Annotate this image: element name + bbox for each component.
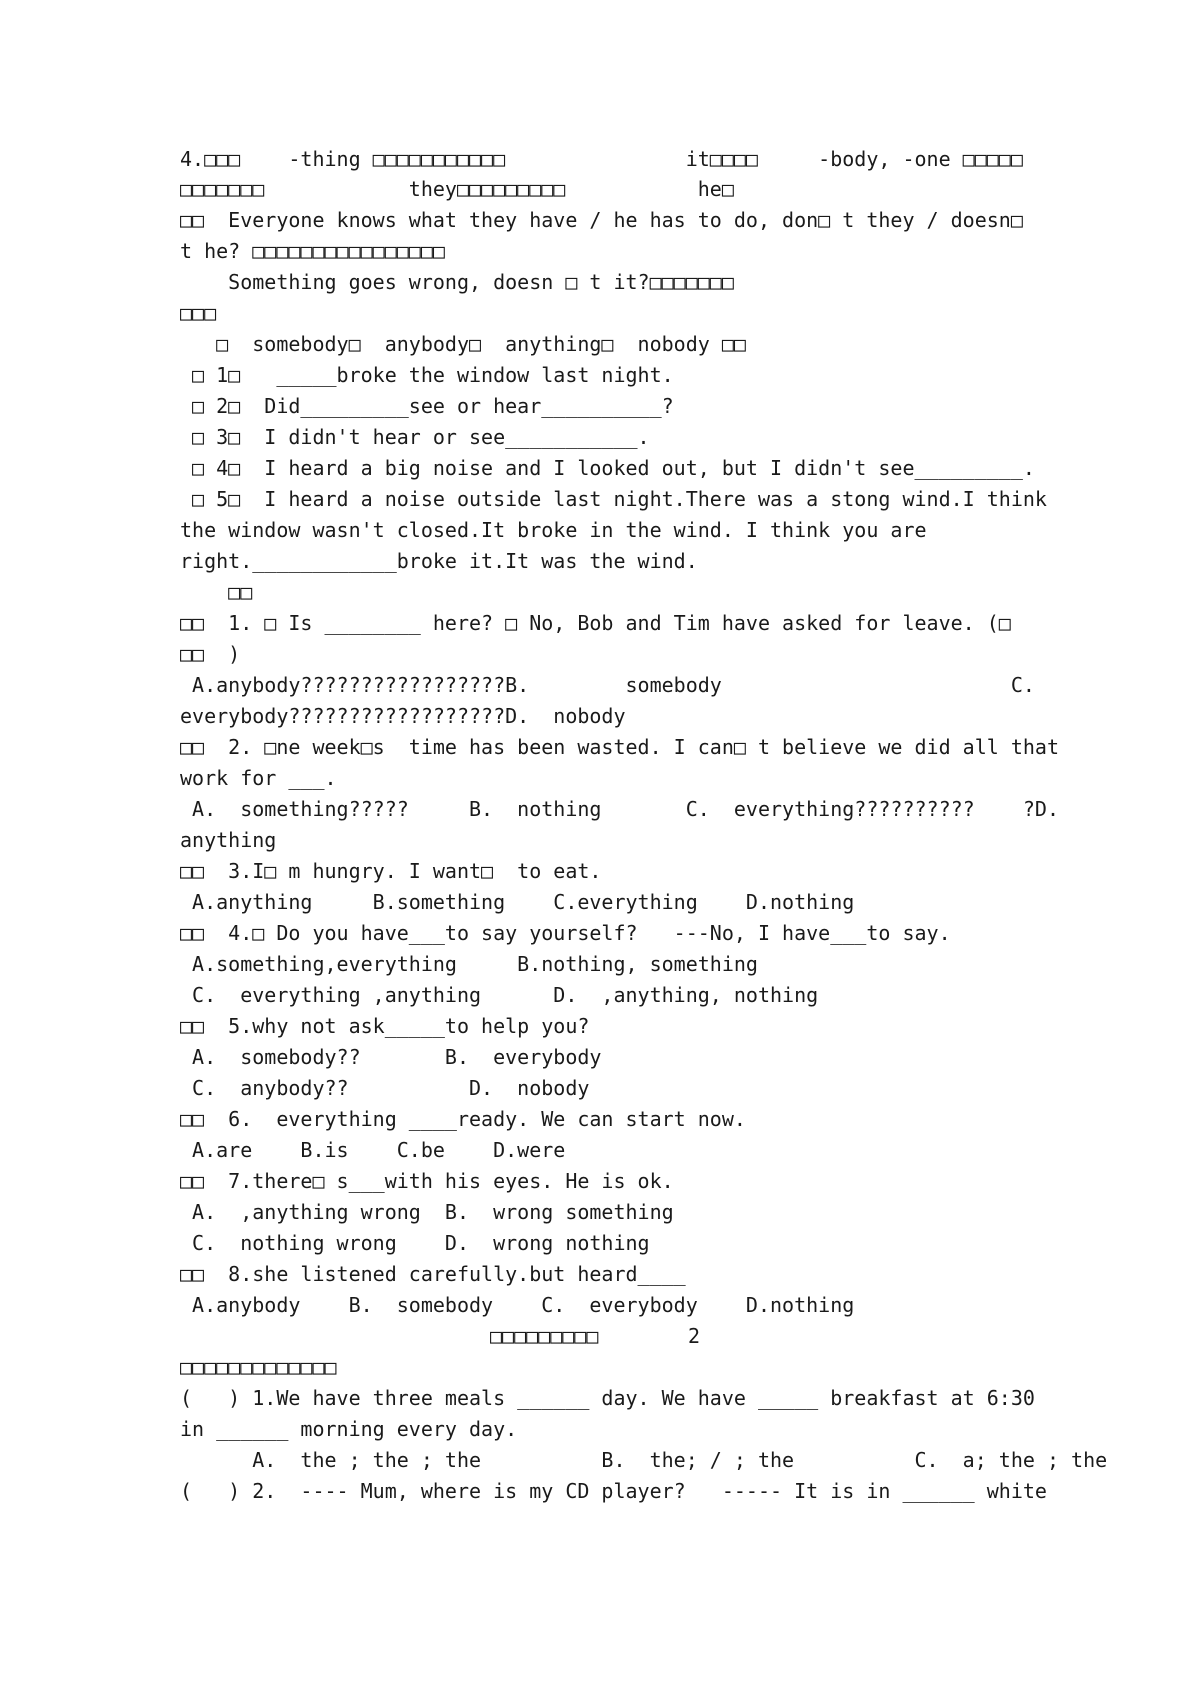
- text-line: □ 3□ I didn't hear or see___________.: [180, 425, 650, 449]
- text-line: □ 5□ I heard a noise outside last night.There was a stong wind.I think: [180, 487, 1047, 511]
- text-line: A. ,anything wrong B. wrong something: [180, 1200, 674, 1224]
- text-line: C. everything ,anything D. ,anything, nothing: [180, 983, 819, 1007]
- text-line: □□ 3.I□ m hungry. I want□ to eat.: [180, 859, 602, 883]
- text-line: t he? □□□□□□□□□□□□□□□□: [180, 239, 445, 263]
- text-line: C. nothing wrong D. wrong nothing: [180, 1231, 650, 1255]
- text-line: A.something,everything B.nothing, something: [180, 952, 758, 976]
- text-line: A.are B.is C.be D.were: [180, 1138, 566, 1162]
- text-line: □□ 1. □ Is ________ here? □ No, Bob and Tim have asked for leave. (□: [180, 611, 1011, 635]
- text-line: 4.□□□ -thing □□□□□□□□□□□ it□□□□ -body, -one □□□□□: [180, 147, 1023, 171]
- text-line: A. something????? B. nothing C. everything?????????? ?D.: [180, 797, 1059, 821]
- text-line: ( ) 2. ---- Mum, where is my CD player? ----- It is in ______ white: [180, 1479, 1047, 1503]
- text-line: work for ___.: [180, 766, 337, 790]
- text-line: □□□□□□□ they□□□□□□□□□ he□: [180, 177, 734, 201]
- text-line: □□ 2. □ne week□s time has been wasted. I can□ t believe we did all that: [180, 735, 1059, 759]
- text-line: □ 2□ Did_________see or hear__________?: [180, 394, 674, 418]
- text-line: A.anything B.something C.everything D.nothing: [180, 890, 855, 914]
- text-line: □□□: [180, 301, 217, 325]
- text-line: C. anybody?? D. nobody: [180, 1076, 590, 1100]
- text-line: everybody??????????????????D. nobody: [180, 704, 626, 728]
- text-line: Something goes wrong, doesn □ t it?□□□□□□□: [180, 270, 734, 294]
- text-line: the window wasn't closed.It broke in the wind. I think you are: [180, 518, 927, 542]
- text-line: □ 1□ _____broke the window last night.: [180, 363, 674, 387]
- text-line: □□ 4.□ Do you have___to say yourself? ---No, I have___to say.: [180, 921, 951, 945]
- section-heading: □□□□□□□□□: [490, 1324, 599, 1348]
- text-line: in ______ morning every day.: [180, 1417, 518, 1441]
- text-line: A.anybody?????????????????B. somebody C.: [180, 673, 1035, 697]
- text-line: A. somebody?? B. everybody: [180, 1045, 602, 1069]
- text-line: □□ ): [180, 642, 241, 666]
- text-line: □□ 7.there□ s___with his eyes. He is ok.: [180, 1169, 674, 1193]
- text-line: □□: [180, 580, 253, 604]
- text-line: right.____________broke it.It was the wind.: [180, 549, 698, 573]
- text-line: □□ 6. everything ____ready. We can start now.: [180, 1107, 746, 1131]
- text-line: A. the ; the ; the B. the; / ; the C. a; the ; the: [180, 1448, 1108, 1472]
- text-line: ( ) 1.We have three meals ______ day. We have _____ breakfast at 6:30: [180, 1386, 1035, 1410]
- text-line: □ 4□ I heard a big noise and I looked out, but I didn't see_________.: [180, 456, 1035, 480]
- text-line: □ somebody□ anybody□ anything□ nobody □□: [180, 332, 746, 356]
- text-line: □□ 5.why not ask_____to help you?: [180, 1014, 590, 1038]
- page-number: 2: [688, 1324, 701, 1348]
- text-line: A.anybody B. somebody C. everybody D.nothing: [180, 1293, 855, 1317]
- text-line: □□ Everyone knows what they have / he has to do, don□ t they / doesn□: [180, 208, 1023, 232]
- text-line: □□□□□□□□□□□□□: [180, 1355, 337, 1379]
- text-line: □□ 8.she listened carefully.but heard____: [180, 1262, 686, 1286]
- text-line: anything: [180, 828, 277, 852]
